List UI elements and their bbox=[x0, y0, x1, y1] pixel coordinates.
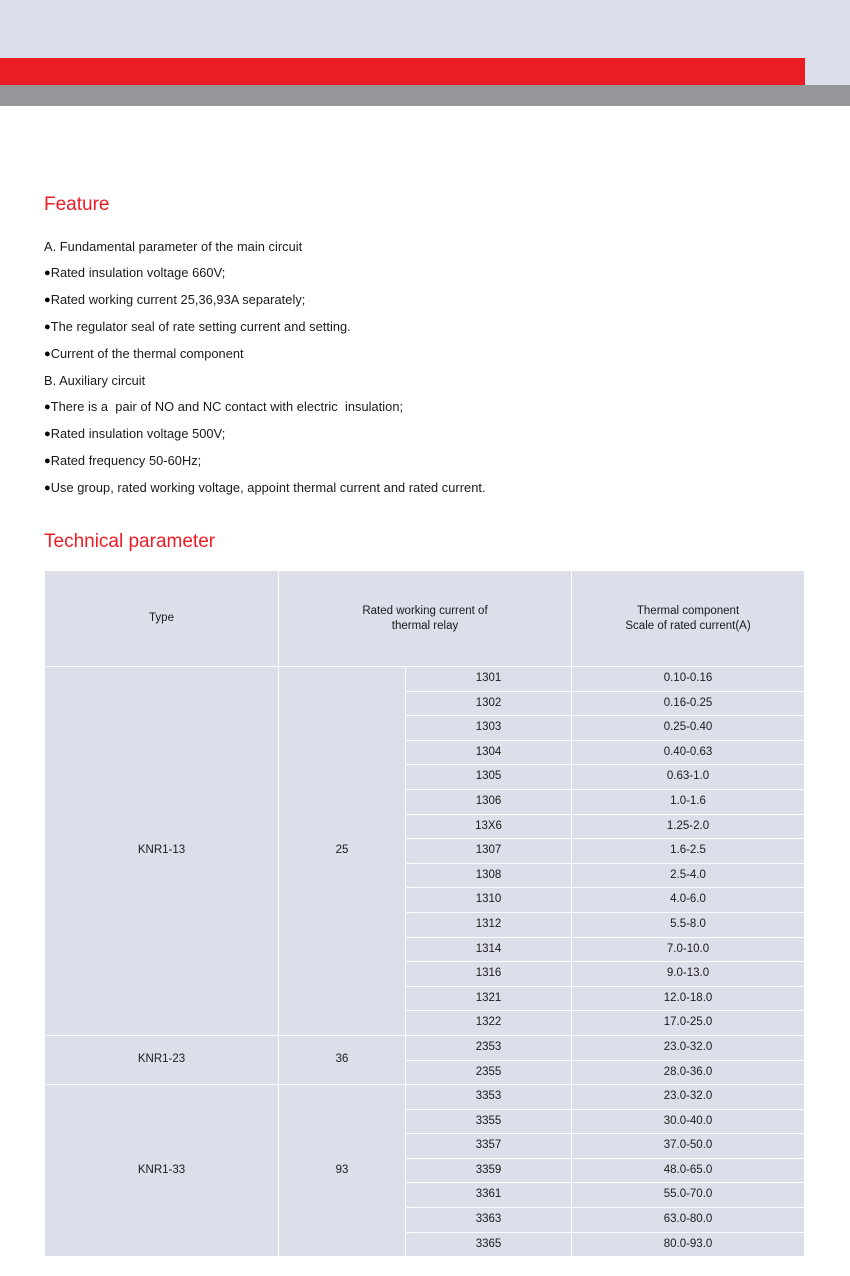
feature-bullet-item bbox=[44, 314, 784, 341]
cell-component-code: 3353 bbox=[406, 1085, 572, 1110]
cell-component-code: 1305 bbox=[406, 765, 572, 790]
cell-current-scale: 17.0-25.0 bbox=[572, 1011, 805, 1036]
cell-current-scale: 0.16-0.25 bbox=[572, 691, 805, 716]
page-banner bbox=[0, 0, 850, 86]
cell-component-code: 1306 bbox=[406, 789, 572, 814]
table-body bbox=[45, 667, 805, 1257]
banner-red-bar bbox=[0, 58, 805, 85]
cell-current-scale: 4.0-6.0 bbox=[572, 888, 805, 913]
cell-component-code: 13X6 bbox=[406, 814, 572, 839]
feature-line-text: Rated insulation voltage 660V; bbox=[50, 265, 226, 280]
cell-type: KNR1-23 bbox=[45, 1035, 279, 1084]
header-rated-working-current bbox=[279, 571, 572, 667]
cell-current-scale: 1.6-2.5 bbox=[572, 839, 805, 864]
technical-parameter-table bbox=[44, 570, 805, 1257]
cell-component-code: 1310 bbox=[406, 888, 572, 913]
cell-current-scale: 0.25-0.40 bbox=[572, 716, 805, 741]
cell-current-scale: 7.0-10.0 bbox=[572, 937, 805, 962]
cell-current-scale: 23.0-32.0 bbox=[572, 1085, 805, 1110]
feature-bullet-item bbox=[44, 341, 784, 368]
header-thermal-line-2: Scale of rated current(A) bbox=[625, 619, 751, 632]
cell-component-code: 1308 bbox=[406, 863, 572, 888]
feature-bullet-item bbox=[44, 475, 784, 502]
cell-current-scale: 37.0-50.0 bbox=[572, 1134, 805, 1159]
cell-component-code: 2353 bbox=[406, 1035, 572, 1060]
feature-line-text: Rated insulation voltage 500V; bbox=[50, 426, 226, 441]
bullet-icon: ● bbox=[44, 401, 51, 413]
cell-type: KNR1-33 bbox=[45, 1085, 279, 1257]
cell-current-scale: 5.5-8.0 bbox=[572, 912, 805, 937]
cell-current-scale: 80.0-93.0 bbox=[572, 1232, 805, 1257]
cell-current-scale: 0.63-1.0 bbox=[572, 765, 805, 790]
cell-component-code: 1307 bbox=[406, 839, 572, 864]
feature-bullet-item bbox=[44, 260, 784, 287]
banner-gray-bar bbox=[0, 85, 850, 106]
cell-rated-current: 36 bbox=[279, 1035, 406, 1084]
cell-current-scale: 23.0-32.0 bbox=[572, 1035, 805, 1060]
table-header-row bbox=[45, 571, 805, 667]
feature-bullet-item bbox=[44, 287, 784, 314]
cell-current-scale: 48.0-65.0 bbox=[572, 1158, 805, 1183]
header-type: Type bbox=[45, 571, 279, 667]
feature-bullet-item bbox=[44, 421, 784, 448]
cell-type: KNR1-13 bbox=[45, 667, 279, 1036]
bullet-icon: ● bbox=[44, 348, 51, 360]
bullet-icon: ● bbox=[44, 267, 51, 279]
feature-line-text: There is a pair of NO and NC contact with electric insulation; bbox=[50, 399, 404, 414]
feature-line-text: The regulator seal of rate setting current and setting. bbox=[50, 319, 351, 334]
cell-current-scale: 0.10-0.16 bbox=[572, 667, 805, 692]
cell-component-code: 1314 bbox=[406, 937, 572, 962]
cell-current-scale: 1.0-1.6 bbox=[572, 789, 805, 814]
table-row bbox=[45, 1085, 805, 1110]
cell-current-scale: 55.0-70.0 bbox=[572, 1183, 805, 1208]
feature-list bbox=[44, 234, 784, 502]
cell-component-code: 1316 bbox=[406, 962, 572, 987]
bullet-icon: ● bbox=[44, 294, 51, 306]
feature-section-label bbox=[44, 368, 784, 394]
cell-component-code: 3361 bbox=[406, 1183, 572, 1208]
cell-component-code: 3363 bbox=[406, 1208, 572, 1233]
feature-line-text: A. Fundamental parameter of the main circuit bbox=[44, 239, 303, 254]
bullet-icon: ● bbox=[44, 482, 51, 494]
bullet-icon: ● bbox=[44, 428, 51, 440]
table-head bbox=[45, 571, 805, 667]
feature-line-text: Current of the thermal component bbox=[50, 346, 244, 361]
feature-line-text: B. Auxiliary circuit bbox=[44, 373, 146, 388]
cell-current-scale: 1.25-2.0 bbox=[572, 814, 805, 839]
feature-line-text: Rated frequency 50-60Hz; bbox=[50, 453, 202, 468]
cell-current-scale: 0.40-0.63 bbox=[572, 740, 805, 765]
cell-component-code: 1303 bbox=[406, 716, 572, 741]
feature-line-text: Rated working current 25,36,93A separately; bbox=[50, 292, 306, 307]
cell-component-code: 3357 bbox=[406, 1134, 572, 1159]
cell-component-code: 2355 bbox=[406, 1060, 572, 1085]
cell-component-code: 1322 bbox=[406, 1011, 572, 1036]
cell-rated-current: 25 bbox=[279, 667, 406, 1036]
cell-component-code: 1312 bbox=[406, 912, 572, 937]
feature-heading: Feature bbox=[44, 194, 110, 215]
header-thermal-line-1: Thermal component bbox=[636, 604, 740, 617]
cell-current-scale: 12.0-18.0 bbox=[572, 986, 805, 1011]
cell-component-code: 3359 bbox=[406, 1158, 572, 1183]
feature-bullet-item bbox=[44, 394, 784, 421]
feature-line-text: Use group, rated working voltage, appoint thermal current and rated current. bbox=[50, 480, 486, 495]
cell-current-scale: 2.5-4.0 bbox=[572, 863, 805, 888]
feature-section-label bbox=[44, 234, 784, 260]
feature-bullet-item bbox=[44, 448, 784, 475]
cell-component-code: 3365 bbox=[406, 1232, 572, 1257]
cell-current-scale: 30.0-40.0 bbox=[572, 1109, 805, 1134]
cell-rated-current: 93 bbox=[279, 1085, 406, 1257]
cell-component-code: 1321 bbox=[406, 986, 572, 1011]
table-row bbox=[45, 1035, 805, 1060]
header-rated-line-1: Rated working current of bbox=[362, 604, 488, 617]
header-rated-line-2: thermal relay bbox=[391, 619, 459, 632]
table-row bbox=[45, 667, 805, 692]
bullet-icon: ● bbox=[44, 321, 51, 333]
cell-current-scale: 63.0-80.0 bbox=[572, 1208, 805, 1233]
header-thermal-component bbox=[572, 571, 805, 667]
cell-current-scale: 28.0-36.0 bbox=[572, 1060, 805, 1085]
cell-component-code: 1304 bbox=[406, 740, 572, 765]
cell-component-code: 3355 bbox=[406, 1109, 572, 1134]
cell-current-scale: 9.0-13.0 bbox=[572, 962, 805, 987]
cell-component-code: 1302 bbox=[406, 691, 572, 716]
technical-parameter-heading: Technical parameter bbox=[44, 531, 216, 552]
cell-component-code: 1301 bbox=[406, 667, 572, 692]
bullet-icon: ● bbox=[44, 455, 51, 467]
